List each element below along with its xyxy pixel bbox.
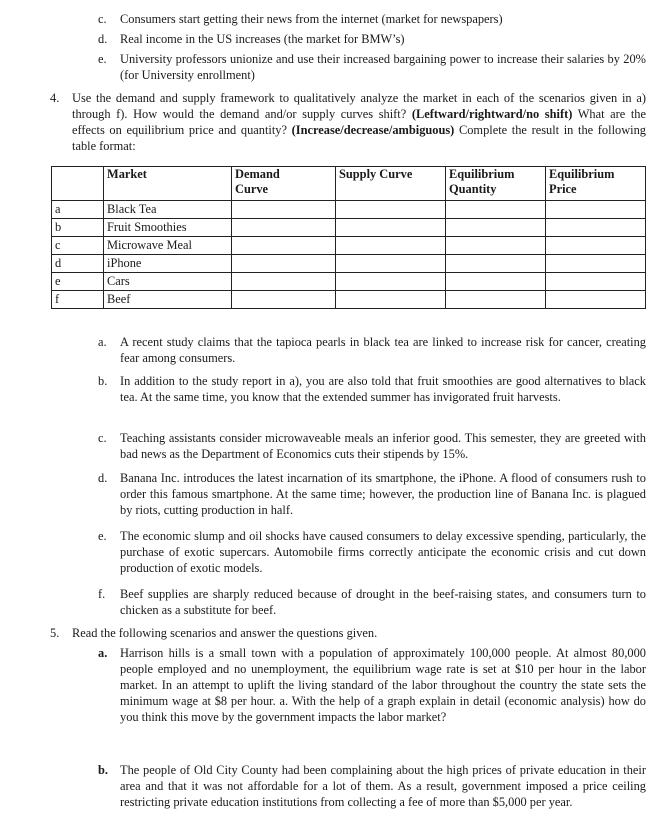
cell-supply xyxy=(336,237,446,255)
table-row xyxy=(52,273,646,291)
cell-quantity xyxy=(446,291,546,309)
header-letter xyxy=(52,167,104,201)
scenario-text: In addition to the study report in a), you are also told that fruit smoothies are good alternatives to black tea. At the same time, you know that the extended summer has invigorated fruit harvests. xyxy=(120,374,646,404)
table-header-row xyxy=(52,167,646,201)
cell-price xyxy=(546,237,646,255)
question-text: Read the following scenarios and answer the questions given. xyxy=(72,626,378,640)
row-letter: d xyxy=(52,255,104,273)
cell-price xyxy=(546,291,646,309)
cell-price xyxy=(546,273,646,291)
cell-demand xyxy=(232,273,336,291)
scenario-text: Beef supplies are sharply reduced because of drought in the beef-raising states, and consumers turn to chicken as a substitute for beef. xyxy=(120,587,646,617)
scenario-d xyxy=(98,470,646,518)
cell-quantity xyxy=(446,219,546,237)
table-row xyxy=(52,201,646,219)
item-text: Consumers start getting their news from the internet (market for newspapers) xyxy=(120,12,503,26)
q5-question xyxy=(50,625,646,641)
scenario-f xyxy=(98,586,646,618)
q4-mid: What are the effects on equilibrium price and quantity? xyxy=(72,107,646,137)
cell-supply xyxy=(336,291,446,309)
cell-demand xyxy=(232,255,336,273)
cell-demand xyxy=(232,219,336,237)
cell-quantity xyxy=(446,255,546,273)
item-label: d. xyxy=(98,32,108,46)
table-row xyxy=(52,291,646,309)
table-row xyxy=(52,237,646,255)
cell-demand xyxy=(232,291,336,309)
header-demand-curve: Demand Curve xyxy=(232,167,336,201)
item-label: a. xyxy=(98,646,108,660)
q5-item-b xyxy=(98,762,646,810)
cell-price xyxy=(546,201,646,219)
scenario-text: The economic slump and oil shocks have caused consumers to delay excessive spending, particularly, the purchase of exotic supercars. Automobile firms correctly anticipate the economic crisis and cut down production of exotic models. xyxy=(120,529,646,575)
q4-intro: Use the demand and supply framework to qualitatively analyze the market in each of the scenarios given in a) through f). How would the demand and/or supply curves shift? xyxy=(72,91,646,121)
row-letter: e xyxy=(52,273,104,291)
row-letter: b xyxy=(52,219,104,237)
row-market: Black Tea xyxy=(104,201,232,219)
scenario-label: d. xyxy=(98,471,108,485)
q4-end: Complete the result in the following table format: xyxy=(72,123,646,153)
item-text: The people of Old City County had been complaining about the high prices of private education in their area and that it was not affordable for a lot of them. As a result, government imposed a price ceiling restricting private education institutions from collecting a fee of more than $5,000 per year. xyxy=(120,763,646,809)
row-letter: c xyxy=(52,237,104,255)
q4-effect-options: (Increase/decrease/ambiguous) xyxy=(291,123,455,137)
row-letter: a xyxy=(52,201,104,219)
item-text: University professors unionize and use their increased bargaining power to increase their salaries by 20% (for University enrollment) xyxy=(120,52,646,82)
question-number: 4. xyxy=(50,91,60,105)
cell-supply xyxy=(336,201,446,219)
cell-price xyxy=(546,255,646,273)
header-equilibrium-quantity: Equilibrium Quantity xyxy=(446,167,546,201)
item-label: e. xyxy=(98,52,107,66)
q4-question xyxy=(50,90,646,154)
q3-item-c xyxy=(98,11,646,27)
scenario-label: e. xyxy=(98,529,107,543)
analysis-table xyxy=(51,166,646,309)
row-market: iPhone xyxy=(104,255,232,273)
q5-item-a xyxy=(98,645,646,725)
q3-item-e xyxy=(98,51,646,83)
item-text: Real income in the US increases (the market for BMW’s) xyxy=(120,32,405,46)
scenario-e xyxy=(98,528,646,576)
item-text: Harrison hills is a small town with a population of approximately 100,000 people. At almost 80,000 people employed and no unemployment, the equilibrium wage rate is set at $10 per hour in the labor market. In an attempt to uplift the living standard of the labor throughout the country the state sets the minimum wage at $8 per hour. a. With the help of a graph explain in detail (economic analysis) how do you think this move by the government impacts the labor market? xyxy=(120,646,646,724)
row-market: Beef xyxy=(104,291,232,309)
cell-demand xyxy=(232,201,336,219)
question-text xyxy=(72,90,646,154)
table-row xyxy=(52,219,646,237)
row-market: Microwave Meal xyxy=(104,237,232,255)
scenario-label: a. xyxy=(98,335,107,349)
scenario-text: A recent study claims that the tapioca pearls in black tea are linked to increase risk for cancer, creating fear among consumers. xyxy=(120,335,646,365)
q3-item-d xyxy=(98,31,646,47)
cell-supply xyxy=(336,255,446,273)
cell-supply xyxy=(336,273,446,291)
cell-quantity xyxy=(446,201,546,219)
header-supply-curve: Supply Curve xyxy=(336,167,446,201)
cell-quantity xyxy=(446,237,546,255)
scenario-a xyxy=(98,334,646,366)
scenario-text: Banana Inc. introduces the latest incarnation of its smartphone, the iPhone. A flood of consumers rush to order this famous smartphone. At the same time; however, the production line of Banana Inc. is plagued by riots, cutting production in half. xyxy=(120,471,646,517)
item-label: c. xyxy=(98,12,107,26)
header-equilibrium-price: Equilibrium Price xyxy=(546,167,646,201)
row-market: Fruit Smoothies xyxy=(104,219,232,237)
scenario-b xyxy=(98,373,646,405)
cell-demand xyxy=(232,237,336,255)
scenario-text: Teaching assistants consider microwaveable meals an inferior good. This semester, they are greeted with bad news as the Department of Economics cuts their stipends by 15%. xyxy=(120,431,646,461)
scenario-label: f. xyxy=(98,587,106,601)
scenario-c xyxy=(98,430,646,462)
cell-price xyxy=(546,219,646,237)
cell-quantity xyxy=(446,273,546,291)
row-market: Cars xyxy=(104,273,232,291)
q4-shift-options: (Leftward/rightward/no shift) xyxy=(411,107,573,121)
scenario-label: b. xyxy=(98,374,108,388)
row-letter: f xyxy=(52,291,104,309)
header-market: Market xyxy=(104,167,232,201)
table-row xyxy=(52,255,646,273)
cell-supply xyxy=(336,219,446,237)
question-number: 5. xyxy=(50,626,60,640)
scenario-label: c. xyxy=(98,431,107,445)
item-label: b. xyxy=(98,763,108,777)
